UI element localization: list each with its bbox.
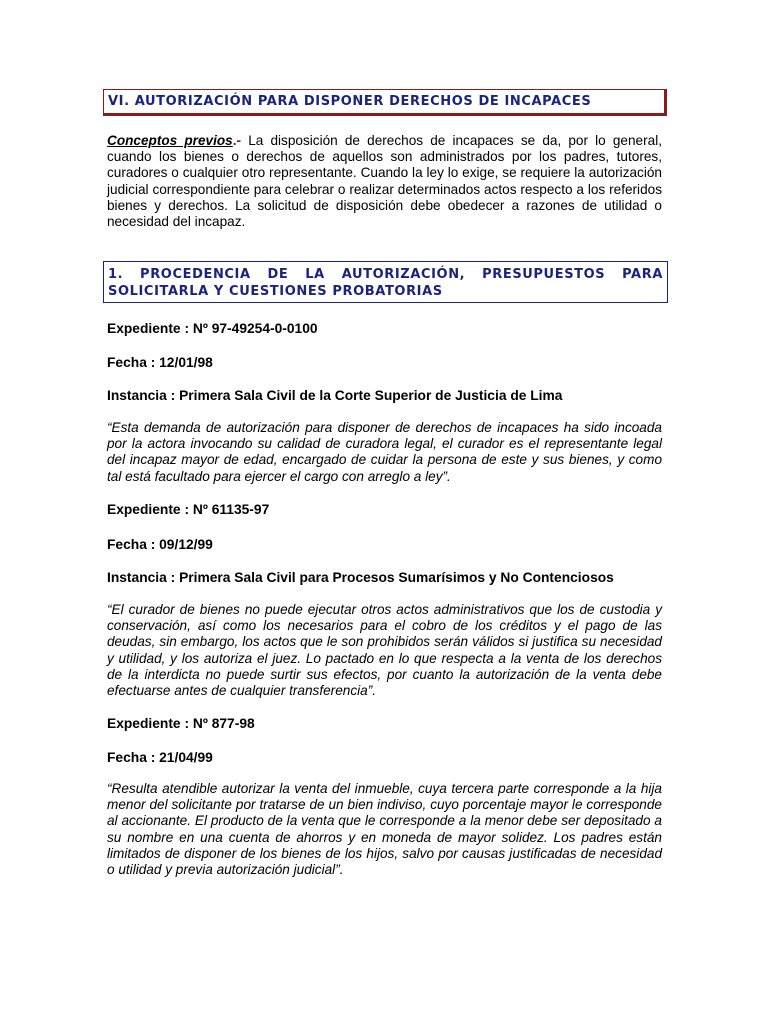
case-expediente: Expediente : Nº 97-49254-0-0100	[107, 321, 318, 336]
case-instancia: Instancia : Primera Sala Civil para Procesos Sumarísimos y No Contenciosos	[107, 570, 614, 585]
subsection-heading	[103, 261, 668, 303]
section-title: VI. AUTORIZACIÓN PARA DISPONER DERECHOS DE INCAPACES	[108, 94, 592, 109]
intro-text: La disposición de derechos de incapaces se da, por lo general, cuando los bienes o derechos de aquellos son administrados por los padres, tutores, curadores o cualquier otro representante. Cuando la ley lo exige, se requiere la autorización judicial correspondiente para celebrar o realizar determinados actos respecto a los referidos bienes y derechos. La solicitud de disposición debe obedecer a razones de utilidad o necesidad del incapaz.	[107, 133, 662, 230]
case-expediente: Expediente : Nº 877-98	[107, 716, 255, 731]
case-fecha: Fecha : 09/12/99	[107, 537, 213, 552]
intro-paragraph	[107, 133, 662, 230]
case-fecha: Fecha : 21/04/99	[107, 750, 213, 765]
subsection-title-line1: 1. PROCEDENCIA DE LA AUTORIZACIÓN, PRESUPUESTOS PARA	[108, 267, 663, 282]
subsection-title-line2: SOLICITARLA Y CUESTIONES PROBATORIAS	[108, 284, 443, 299]
case-expediente: Expediente : Nº 61135-97	[107, 502, 270, 517]
case-fecha: Fecha : 12/01/98	[107, 355, 213, 370]
intro-lead: Conceptos previos	[107, 133, 233, 148]
intro-lead-mark: .-	[232, 133, 242, 148]
case-quote: “El curador de bienes no puede ejecutar otros actos administrativos que los de custodia y conservación, así como los necesarios para el cobro de los créditos y el pago de las deudas, sin embargo, los actos que le son prohibidos serán válidos si justifica su necesidad y utilidad, y los autoriza el juez. Lo pactado en lo que respecta a la venta de los derechos de la interdicta no puede surtir sus efectos, por cuanto la autorización de la venta debe efectuarse antes de cualquier transferencia”.	[107, 602, 662, 699]
section-heading	[103, 89, 667, 116]
case-quote: “Esta demanda de autorización para disponer de derechos de incapaces ha sido incoada por la actora invocando su calidad de curadora legal, el curador es el representante legal del incapaz mayor de edad, encargado de cuidar la persona de este y sus bienes, y como tal está facultado para ejercer el cargo con arreglo a ley”.	[107, 420, 662, 484]
case-instancia: Instancia : Primera Sala Civil de la Corte Superior de Justicia de Lima	[107, 388, 563, 403]
case-quote: “Resulta atendible autorizar la venta del inmueble, cuya tercera parte corresponde a la hija menor del solicitante por tratarse de un bien indiviso, cuyo porcentaje mayor le corresponde al accionante. El producto de la venta que le corresponde a la menor debe ser depositado a su nombre en una cuenta de ahorros y en moneda de mayor solidez. Los padres están limitados de disponer de los bienes de los hijos, salvo por causas justificadas de necesidad o utilidad y previa autorización judicial”.	[107, 781, 662, 878]
